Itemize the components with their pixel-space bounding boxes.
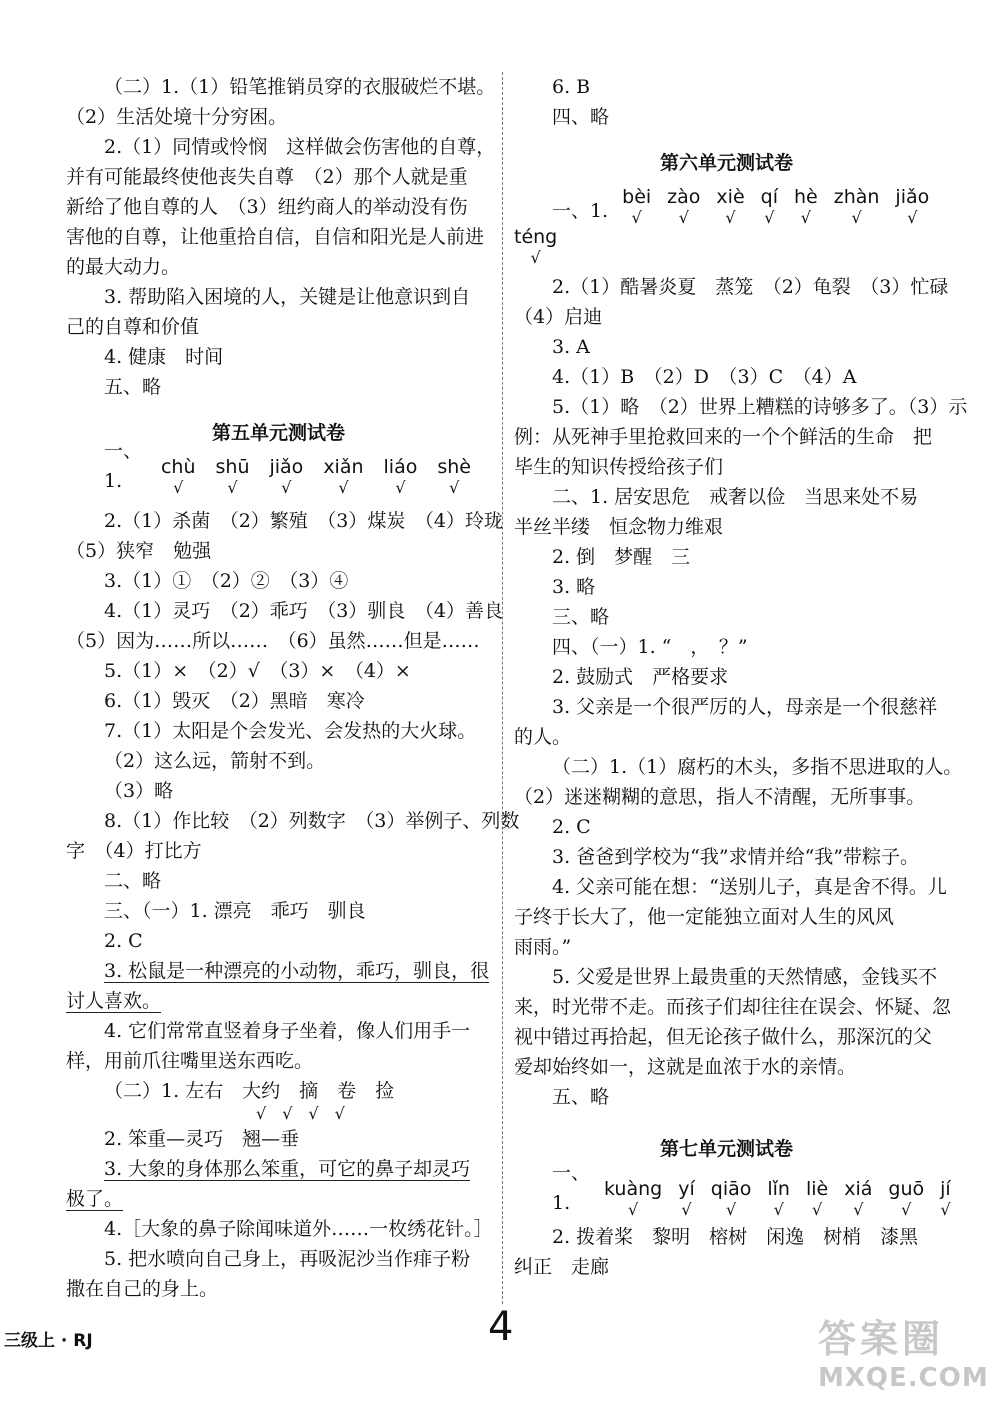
text-line: 三、（一）1. 漂亮 乖巧 驯良 xyxy=(104,900,366,922)
underlined-answer: 3. 大象的身体那么笨重，可它的鼻子却灵巧 xyxy=(104,1158,471,1180)
check-mark-icon: √ xyxy=(800,208,811,227)
pinyin-item: xiǎn √ xyxy=(323,456,364,497)
text-line: 2.（1）杀菌 （2）繁殖 （3）煤炭 （4）玲珑 xyxy=(104,510,503,532)
text-line: 纠正 走廊 xyxy=(514,1256,610,1278)
text-line: （二）1.（1）铅笔推销员穿的衣服破烂不堪。 xyxy=(104,76,496,98)
text-line: （2）生活处境十分穷困。 xyxy=(66,106,288,128)
pinyin-item: jiǎo √ xyxy=(269,456,304,497)
check-mark-icon: √ xyxy=(281,478,292,497)
check-mark-icon: √ xyxy=(449,478,460,497)
text-line: 6. B xyxy=(552,76,591,98)
check-mark-icon: √ xyxy=(678,208,689,227)
text-line: 五、略 xyxy=(104,376,162,398)
text-line: 2. 倒 梦醒 三 xyxy=(552,546,691,568)
pinyin-item: shū √ xyxy=(215,456,250,497)
section-title-unit5: 第五单元测试卷 xyxy=(211,422,345,444)
text-line: （5）狭窄 勉强 xyxy=(66,540,212,562)
text-line: 三、略 xyxy=(552,606,610,628)
text-line: 雨雨。” xyxy=(514,936,572,958)
text-line: 来，时光带不走。而孩子们却往往在误会、怀疑、忽 xyxy=(514,996,952,1018)
text-line: 撒在自己的身上。 xyxy=(66,1278,219,1300)
pinyin-item: chù √ xyxy=(160,456,196,497)
text-line: 的人。 xyxy=(514,726,572,748)
text-line: 半丝半缕 恒念物力维艰 xyxy=(514,516,724,538)
text-line: 4.（1）B （2）D （3）C （4）A xyxy=(552,366,857,388)
text-line: 4.（1）灵巧 （2）乖巧 （3）驯良 （4）善良 xyxy=(104,600,503,622)
pinyin-row-unit5 xyxy=(66,440,491,497)
text-line xyxy=(66,986,491,1016)
text-line: 四、略 xyxy=(552,106,610,128)
text-line: （3）略 xyxy=(104,780,174,802)
page-number: 4 xyxy=(488,1304,514,1350)
text-line: 6.（1）毁灭 （2）黑暗 寒冷 xyxy=(104,690,365,712)
text-line: 3. A xyxy=(552,336,590,358)
pinyin-item: qí √ xyxy=(760,186,778,227)
pinyin-row-unit6 xyxy=(514,186,939,227)
text-line: 5. 把水喷向自己身上，再吸泥沙当作痱子粉 xyxy=(104,1248,471,1270)
pinyin-item: téng √ xyxy=(514,226,558,267)
question-number: 一、1. xyxy=(104,440,143,492)
text-line: 3. 帮助陷入困境的人，关键是让他意识到自 xyxy=(104,286,471,308)
text-line: 3. 爸爸到学校为“我”求情并给“我”带粽子。 xyxy=(552,846,920,868)
pinyin-item: qiāo √ xyxy=(710,1178,752,1219)
text-line: 4. 父亲可能在想：“送别儿子，真是舍不得。儿 xyxy=(552,876,947,898)
text-line: 2.（1）酷暑炎夏 蒸笼 （2）龟裂 （3）忙碌 xyxy=(552,276,949,298)
check-mark-icon: √ xyxy=(725,1200,737,1219)
text-line: 害他的自尊，让他重拾自信，自信和阳光是人前进 xyxy=(66,226,485,248)
text-line: 4. 它们常常直竖着身子坐着，像人们用手一 xyxy=(104,1020,471,1042)
text-line: 四、（一）1. “ ， ？” xyxy=(552,636,748,658)
check-mark-icon: √ xyxy=(940,1200,951,1219)
check-mark-icon: √ xyxy=(764,208,775,227)
text-line: 并有可能最终使他丧失自尊 （2）那个人就是重 xyxy=(66,166,468,188)
check-mark-icon: √ xyxy=(338,478,349,497)
check-mark-icon: √ xyxy=(227,478,238,497)
pinyin-item: bèi √ xyxy=(622,186,652,227)
grade-label: 三级上 · RJ xyxy=(4,1331,93,1351)
pinyin-item: shè √ xyxy=(437,456,471,497)
pinyin-item: liáo √ xyxy=(383,456,418,497)
text-line: 己的自尊和价值 xyxy=(66,316,200,338)
pinyin-item: guō √ xyxy=(888,1178,925,1219)
text-line: 2. C xyxy=(552,816,591,838)
watermark-title: 答案圈 xyxy=(818,1317,945,1361)
text-line: （4）启迪 xyxy=(514,306,603,328)
text-line xyxy=(66,1184,491,1214)
check-mark-icon: √ xyxy=(530,248,541,267)
text-line: （二）1.（1）腐朽的木头，多指不思进取的人。 xyxy=(552,756,963,778)
check-mark-icon: √ xyxy=(681,1200,692,1219)
text-line: 子终于长大了，他一定能独立面对人生的风风 xyxy=(514,906,895,928)
pinyin-item: xiè √ xyxy=(716,186,745,227)
pinyin-item: kuàng √ xyxy=(604,1178,663,1219)
text-line: 样，用前爪往嘴里送东西吃。 xyxy=(66,1050,314,1072)
text-line: （2）迷迷糊糊的意思，指人不清醒，无所事事。 xyxy=(514,786,926,808)
check-mark-icon: √ xyxy=(628,1200,639,1219)
pinyin-item: hè √ xyxy=(793,186,818,227)
check-mark-icon: √ xyxy=(851,208,862,227)
check-mark-icon: √ xyxy=(853,1200,864,1219)
pinyin-item: jí √ xyxy=(940,1178,951,1219)
text-line: 2. 笨重—灵巧 翘—垂 xyxy=(104,1128,300,1150)
text-line: 二、略 xyxy=(104,870,162,892)
pinyin-item: zào √ xyxy=(667,186,701,227)
watermark-logo xyxy=(818,1308,989,1393)
right-column xyxy=(514,72,968,1282)
check-mark-icon: √ xyxy=(395,478,406,497)
text-line: 4. 健康 时间 xyxy=(104,346,224,368)
text-line: 爱却始终如一，这就是血浓于水的亲情。 xyxy=(514,1056,857,1078)
text-line: 3.（1）① （2）② （3）④ xyxy=(104,570,349,592)
underlined-answer: 3. 松鼠是一种漂亮的小动物，乖巧，驯良，很 xyxy=(104,960,490,982)
underlined-answer: 极了。 xyxy=(66,1188,124,1210)
text-line: 4.［大象的鼻子除闻味道外……一枚绣花针。］ xyxy=(104,1218,493,1240)
pinyin-item: jiǎo √ xyxy=(895,186,930,227)
text-line: （二）1. 左右 大约 摘 卷 捡 xyxy=(104,1080,395,1102)
text-line: 五、略 xyxy=(552,1086,610,1108)
text-line: 2.（1）同情或怜悯 这样做会伤害他的自尊， xyxy=(104,136,496,158)
question-number: 一、1. xyxy=(552,200,609,222)
question-number: 一、1. xyxy=(552,1162,591,1214)
section-title-unit7: 第七单元测试卷 xyxy=(659,1138,793,1160)
check-mark-icon: √ √ √ √ xyxy=(256,1104,345,1123)
text-line: 的最大动力。 xyxy=(66,256,181,278)
section-title-unit6: 第六单元测试卷 xyxy=(659,152,793,174)
text-line: 5.（1）× （2）√ （3）× （4）× xyxy=(104,660,411,682)
text-line: 2. 鼓励式 严格要求 xyxy=(552,666,729,688)
text-line: （2）这么远，箭射不到。 xyxy=(104,750,326,772)
text-line: 3. 父亲是一个很严厉的人，母亲是一个很慈祥 xyxy=(552,696,938,718)
text-line xyxy=(66,1154,491,1184)
pinyin-item: xiá √ xyxy=(844,1178,873,1219)
text-line: 2. C xyxy=(104,930,143,952)
check-mark-icon: √ xyxy=(901,1200,912,1219)
text-line: 字 （4）打比方 xyxy=(66,840,202,862)
check-mark-icon: √ xyxy=(725,208,736,227)
text-line: 2. 拨着桨 黎明 榕树 闲逸 树梢 漆黑 xyxy=(552,1226,919,1248)
pinyin-item: yí √ xyxy=(678,1178,695,1219)
text-line: 5. 父爱是世界上最贵重的天然情感，金钱买不 xyxy=(552,966,938,988)
pinyin-row-unit6-wrap xyxy=(514,226,939,267)
text-line: 7.（1）太阳是个会发光、会发热的大火球。 xyxy=(104,720,477,742)
pinyin-row-unit7 xyxy=(514,1162,951,1219)
text-line: （5）因为……所以…… （6）虽然……但是…… xyxy=(66,630,480,652)
pinyin-item: liè √ xyxy=(805,1178,829,1219)
text-line: 3. 略 xyxy=(552,576,596,598)
check-mark-icon: √ xyxy=(812,1200,823,1219)
pinyin-item: lǐn √ xyxy=(767,1178,790,1219)
pinyin-item: zhàn √ xyxy=(833,186,880,227)
column-divider xyxy=(502,72,503,1304)
left-column xyxy=(66,72,520,1304)
text-line: 毕生的知识传授给孩子们 xyxy=(514,456,724,478)
check-mark-icon: √ xyxy=(173,478,184,497)
watermark-url: MXQE.COM xyxy=(818,1363,989,1393)
text-line: 新给了他自尊的人 （3）纽约商人的举动没有伤 xyxy=(66,196,468,218)
text-line: 8.（1）作比较 （2）列数字 （3）举例子、列数 xyxy=(104,810,520,832)
underlined-answer: 讨人喜欢。 xyxy=(66,990,162,1012)
check-mark-icon: √ xyxy=(773,1200,784,1219)
text-line xyxy=(66,956,491,986)
check-mark-icon: √ xyxy=(631,208,642,227)
text-line: 视中错过再拾起，但无论孩子做什么，那深沉的父 xyxy=(514,1026,933,1048)
check-mark-icon: √ xyxy=(907,208,918,227)
text-line: 二、1. 居安思危 戒奢以俭 当思来处不易 xyxy=(552,486,919,508)
text-line: 5.（1）略 （2）世界上糟糕的诗够多了。（3）示 xyxy=(552,396,968,418)
text-line: 例：从死神手里抢救回来的一个个鲜活的生命 把 xyxy=(514,426,933,448)
